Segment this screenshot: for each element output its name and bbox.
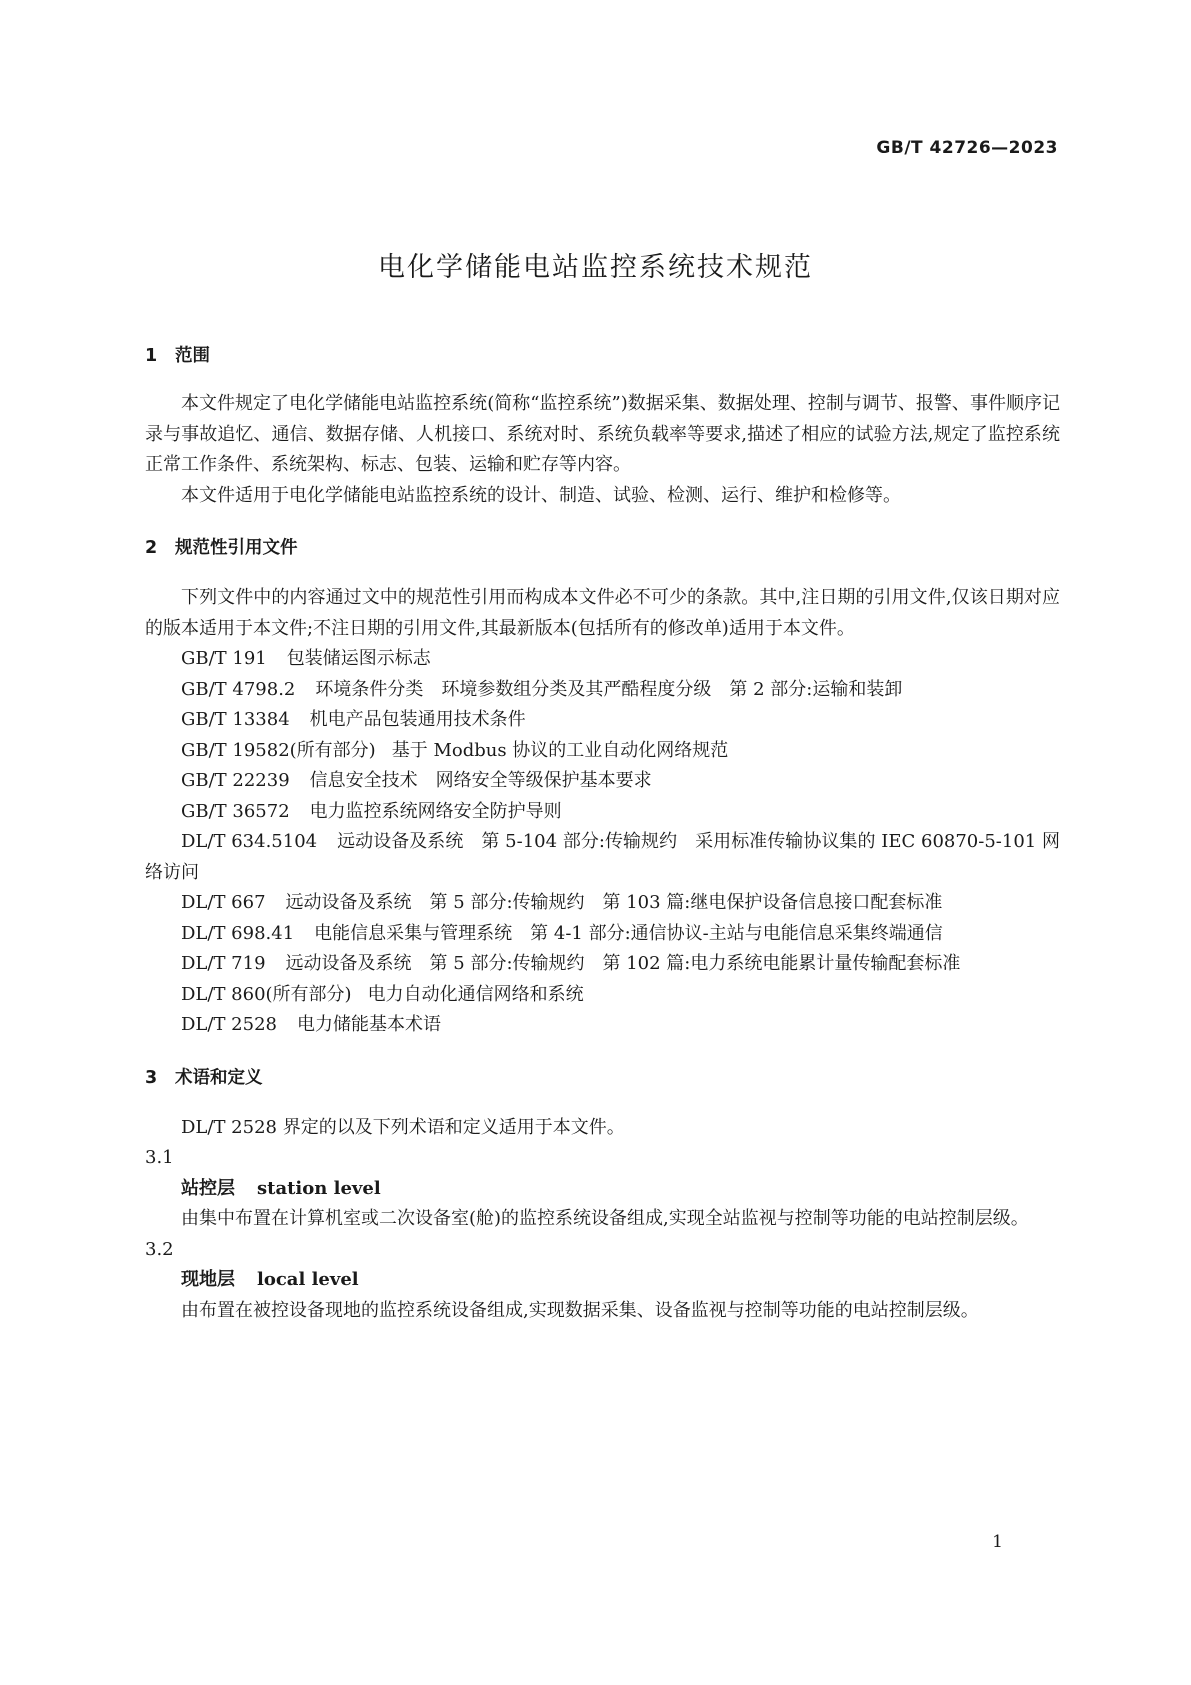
section-number: 2 xyxy=(145,538,158,558)
reference-code: DL/T 667 xyxy=(181,892,266,913)
reference-item xyxy=(145,980,1060,1011)
term-heading xyxy=(145,1174,1060,1205)
section-number: 3 xyxy=(145,1067,158,1088)
scope-paragraph-2: 本文件适用于电化学储能电站监控系统的设计、制造、试验、检测、运行、维护和检修等。 xyxy=(181,484,901,506)
reference-title: 包装储运图示标志 xyxy=(286,648,431,669)
reference-item xyxy=(145,797,1060,828)
section-title: 规范性引用文件 xyxy=(175,538,298,558)
reference-item xyxy=(145,766,1060,797)
reference-code: DL/T 719 xyxy=(181,953,266,974)
term-number: 3.2 xyxy=(145,1238,174,1260)
reference-title: 电力自动化通信网络和系统 xyxy=(367,983,584,1005)
reference-code: GB/T 36572 xyxy=(181,800,290,822)
reference-title: 远动设备及系统 第 5 部分:传输规约 第 103 篇:继电保护设备信息接口配套标准 xyxy=(285,892,943,913)
reference-code: GB/T 4798.2 xyxy=(181,678,296,700)
reference-item xyxy=(145,827,1060,888)
document-title: 电化学储能电站监控系统技术规范 xyxy=(378,252,813,283)
section-3-heading xyxy=(145,1067,1060,1089)
term-definition: 由集中布置在计算机室或二次设备室(舱)的监控系统设备组成,实现全站监视与控制等功能的电站控制层级。 xyxy=(181,1208,1029,1229)
reference-code: DL/T 698.41 xyxy=(181,922,295,944)
scope-paragraph-1: 本文件规定了电化学储能电站监控系统(简称“监控系统”)数据采集、数据处理、控制与调节、报警、事件顺序记录与事故追忆、通信、数据存储、人机接口、系统对时、系统负载率等要求,描述了相应的试验方法,规定了监控系统正常工作条件、系统架构、标志、包装、运输和贮存等内容。 xyxy=(145,393,1060,475)
document-body xyxy=(145,345,1060,1326)
term-zh: 站控层 xyxy=(181,1177,235,1199)
section-number: 1 xyxy=(145,346,158,366)
references-intro: 下列文件中的内容通过文中的规范性引用而构成本文件必不可少的条款。其中,注日期的引用文件,仅该日期对应的版本适用于本文件;不注日期的引用文件,其最新版本(包括所有的修改单)适用于本文件。 xyxy=(145,587,1060,639)
reference-item xyxy=(145,919,1060,950)
reference-title: 远动设备及系统 第 5 部分:传输规约 第 102 篇:电力系统电能累计量传输配套标准 xyxy=(285,953,961,974)
reference-item xyxy=(145,644,1060,675)
reference-item xyxy=(145,1010,1060,1041)
reference-code: GB/T 19582(所有部分) xyxy=(181,739,376,761)
reference-title: 基于 Modbus 协议的工业自动化网络规范 xyxy=(391,739,729,761)
reference-code: DL/T 2528 xyxy=(181,1014,277,1035)
reference-title: 信息安全技术 网络安全等级保护基本要求 xyxy=(309,770,652,791)
section-2-heading xyxy=(145,537,1060,559)
reference-title: 电力监控系统网络安全防护导则 xyxy=(309,800,562,822)
reference-title: 环境条件分类 环境参数组分类及其严酷程度分级 第 2 部分:运输和装卸 xyxy=(315,678,903,700)
page-number: 1 xyxy=(992,1532,1003,1552)
reference-item xyxy=(145,705,1060,736)
standard-code: GB/T 42726—2023 xyxy=(876,138,1058,158)
reference-code: DL/T 860(所有部分) xyxy=(181,983,352,1005)
term-en: station level xyxy=(257,1177,381,1199)
reference-title: 远动设备及系统 第 5-104 部分:传输规约 采用标准传输协议集的 IEC 60870-5-101 网络访问 xyxy=(145,831,1060,883)
section-title: 范围 xyxy=(175,346,210,366)
term-number: 3.1 xyxy=(145,1147,174,1168)
reference-title: 机电产品包装通用技术条件 xyxy=(309,709,526,730)
term-heading xyxy=(145,1265,1060,1296)
section-1-heading xyxy=(145,345,1060,367)
reference-title: 电力储能基本术语 xyxy=(297,1014,441,1035)
reference-item xyxy=(145,675,1060,706)
reference-code: GB/T 191 xyxy=(181,648,267,669)
terms-intro: DL/T 2528 界定的以及下列术语和定义适用于本文件。 xyxy=(181,1116,625,1138)
term-en: local level xyxy=(257,1269,359,1290)
term-definition: 由布置在被控设备现地的监控系统设备组成,实现数据采集、设备监视与控制等功能的电站控制层级。 xyxy=(181,1299,979,1321)
reference-code: GB/T 13384 xyxy=(181,709,290,730)
reference-title: 电能信息采集与管理系统 第 4-1 部分:通信协议-主站与电能信息采集终端通信 xyxy=(314,922,943,944)
term-zh: 现地层 xyxy=(181,1269,235,1290)
reference-item xyxy=(145,736,1060,767)
reference-code: DL/T 634.5104 xyxy=(181,831,318,852)
section-title: 术语和定义 xyxy=(175,1067,263,1088)
reference-item xyxy=(145,888,1060,919)
reference-item xyxy=(145,949,1060,980)
reference-code: GB/T 22239 xyxy=(181,770,290,791)
